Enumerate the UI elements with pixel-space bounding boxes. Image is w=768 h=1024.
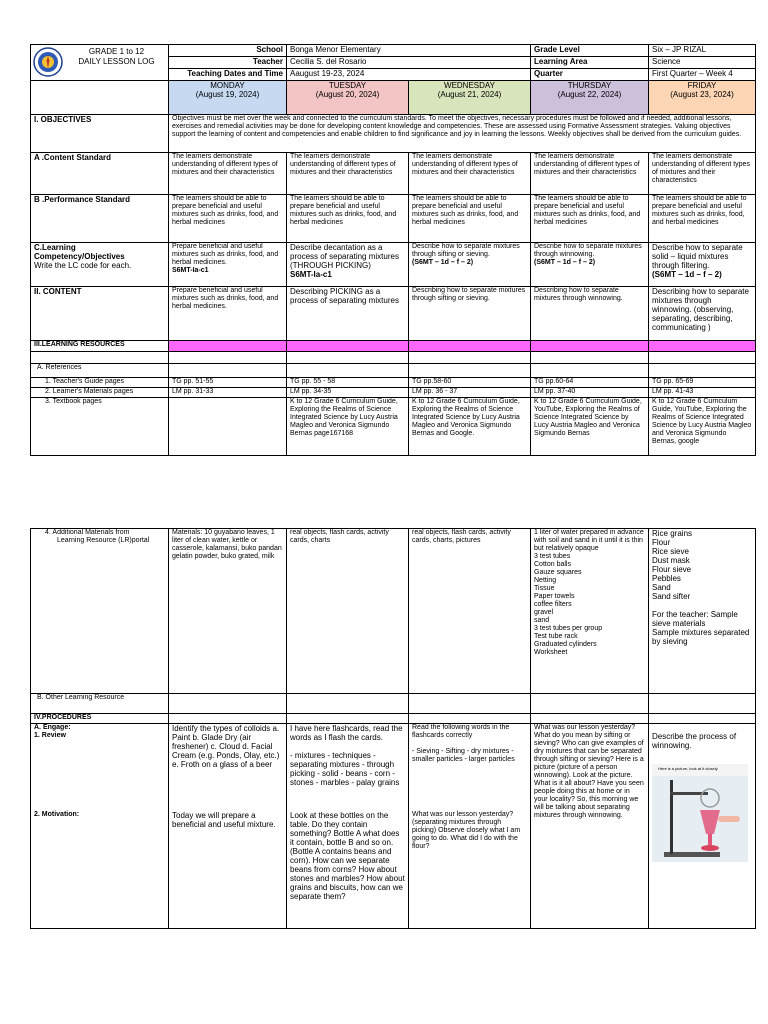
references-label: A. References [31,364,169,378]
grade-line: GRADE 1 to 12 [88,47,145,56]
textbook-fri: K to 12 Grade 6 Curriculum Guide, YouTube, Exploring the Realms of Science Integrated Science by Lucy Austria Magleo and Veronica Sigmundo Bernas, google [649,398,756,456]
resources-label: III.LEARNING RESOURCES [31,341,169,352]
empty-resource-row [31,352,169,364]
content-standard-fri: The learners demonstrate understanding of different types of mixtures and their characteristics [649,153,756,195]
procedure-wed: Read the following words in the flashcards correctly - Sieving - Sifting - dry mixtures - smaller particles - larger particles What was our lesson yesterday? (separating mixtures through picking) Observe closely what I am going to do. What did I do with the flour? [409,724,531,929]
competency-label: C.Learning Competency/Objectives Write the LC code for each. [31,243,169,287]
lm-label: 2. Learner's Materials pages [31,388,169,398]
performance-standard-label: B .Performance Standard [31,195,169,243]
procedure-thu: What was our lesson yesterday? What do you mean by sifting or sieving? Who can give examples of dry mixtures that can be separated through sifting or sieving? Here is a picture (picture of a person winnowing). Look at the picture. What is it all about? Have you seen people doing this at home or in your locality? So, this morning we will be talking about separating mixtures through winnowing. [531,724,649,929]
performance-standard-mon: The learners should be able to prepare beneficial and useful mixtures such as drinks, food, and herbal medicines [169,195,287,243]
school-label: School [169,45,287,57]
motivation-label: 2. Motivation: [34,811,80,818]
lesson-log-page1 [30,44,756,456]
grade-level-label: Grade Level [531,45,649,57]
content-standard-label: A .Content Standard [31,153,169,195]
lm-wed: LM pp. 36 - 37 [409,388,531,398]
day-header-tuesday: TUESDAY (August 20, 2024) [287,81,409,115]
lm-fri: LM pp. 41-43 [649,388,756,398]
content-wed: Describing how to separate mixtures through sifting or sieving. [409,287,531,341]
content-standard-tue: The learners demonstrate understanding of different types of mixtures and their characteristics [287,153,409,195]
lm-mon: LM pp. 31-33 [169,388,287,398]
quarter-label: Quarter [531,69,649,81]
lm-thu: LM pp. 37-40 [531,388,649,398]
header-title-block [31,45,169,81]
review-label: 1. Review [34,732,66,739]
resources-band-tue [287,341,409,352]
engage-label-cell [31,724,169,929]
winnowing-picture [652,764,748,862]
competency-thu: Describe how to separate mixtures through winnowing. (S6MT – 1d – f – 2) [531,243,649,287]
additional-thu: 1 liter of water prepared in advance with soil and sand in it until it is thin but relatively opaque 3 test tubes Cotton balls Gauze squares Netting Tissue Paper towels coffee filters gravel sand 3 test tubes per group Test tube rack Graduated cylinders Worksheet [531,529,649,694]
deped-seal-logo [33,47,63,77]
performance-standard-wed: The learners should be able to prepare beneficial and useful mixtures such as drinks, food, and herbal medicines [409,195,531,243]
textbook-thu: K to 12 Grade 6 Curriculum Guide, YouTube, Exploring the Realms of Science Integrated Science by Lucy Austria Magleo and Veronica Sigmundo Bernas [531,398,649,456]
resources-band-mon [169,341,287,352]
day-header-wednesday: WEDNESDAY (August 21, 2024) [409,81,531,115]
grade-level-value: Six – JP RIZAL [649,45,756,57]
competency-fri: Describe how to separate solid – liquid mixtures through filtering. (S6MT – 1d – f – 2) [649,243,756,287]
tg-thu: TG pp.60-64 [531,378,649,388]
learning-area-label: Learning Area [531,57,649,69]
tg-mon: TG pp. 51-55 [169,378,287,388]
textbook-wed: K to 12 Grade 6 Curriculum Guide, Exploring the Realms of Science Integrated Science by Lucy Austria Magleo and Veronica Sigmundo Bernas and Google. [409,398,531,456]
day-header-thursday: THURSDAY (August 22, 2024) [531,81,649,115]
procedure-mon: Identify the types of colloids a. Paint b. Glade Dry (air freshener) c. Cloud d. Facial Cream (e.g. Ponds, Olay, etc.) e. Froth on a glass of a beer Today we will prepare a beneficial and useful mixture. [169,724,287,929]
picture-caption: Here is a picture, look at it closely. [658,766,719,771]
additional-wed: real objects, flash cards, activity cards, charts, pictures [409,529,531,694]
resources-band-fri [649,341,756,352]
school-value: Bonga Menor Elementary [287,45,531,57]
content-mon: Prepare beneficial and useful mixtures such as drinks, food, and herbal medicines. [169,287,287,341]
lesson-log-page2 [30,528,756,929]
objectives-label: I. OBJECTIVES [31,115,169,153]
day-header-friday: FRIDAY (August 23, 2024) [649,81,756,115]
additional-fri: Rice grains Flour Rice sieve Dust mask Flour sieve Pebbles Sand Sand sifter For the teacher: Sample sieve materials Sample mixtures separated by sieving [649,529,756,694]
content-label: II. CONTENT [31,287,169,341]
lab-stand-picture [652,776,748,862]
performance-standard-fri: The learners should be able to prepare beneficial and useful mixtures such as drinks, food, and herbal medicines [649,195,756,243]
day-header-monday: MONDAY (August 19, 2024) [169,81,287,115]
content-standard-thu: The learners demonstrate understanding of different types of mixtures and their characteristics [531,153,649,195]
performance-standard-thu: The learners should be able to prepare beneficial and useful mixtures such as drinks, food, and herbal medicines [531,195,649,243]
resources-band-thu [531,341,649,352]
textbook-tue: K to 12 Grade 6 Curriculum Guide, Exploring the Realms of Science Integrated Science by Lucy Austria Magleo and Veronica Sigmundo Bernas page167168 [287,398,409,456]
content-fri: Describing how to separate mixtures through winnowing. (observing, separating, describing, communicating ) [649,287,756,341]
other-resource-label: B. Other Learning Resource [31,694,169,714]
objectives-text: Objectives must be met over the week and connected to the curriculum standards. To meet the objectives, necessary procedures must be followed and if needed, additional lessons, exercises and remedial activities may be done for developing content knowledge and competencies. These are assessed using Formative Assessment strategies. Valuing objectives support the learning of content and competencies and enable children to find significance and joy in learning the lessons. Weekly objectives shall be derived from the curriculum guides. [169,115,756,153]
content-thu: Describing how to separate mixtures through winnowing. [531,287,649,341]
additional-tue: real objects, flash cards, activity cards, charts [287,529,409,694]
textbook-mon [169,398,287,456]
engage-label: A. Engage: [34,724,71,731]
procedure-fri: Describe the process of winnowing. Here is a picture, look at it closely. [649,724,756,929]
teacher-value: Cecilia S. del Rosario [287,57,531,69]
performance-standard-tue: The learners should be able to prepare beneficial and useful mixtures such as drinks, food, and herbal medicines [287,195,409,243]
tg-fri: TG pp. 65-69 [649,378,756,388]
content-standard-mon: The learners demonstrate understanding of different types of mixtures and their characteristics [169,153,287,195]
teacher-label: Teacher [169,57,287,69]
procedure-tue: I have here flashcards, read the words as I flash the cards. - mixtures - techniques - separating mixtures - through picking - solid - beans - corn - stones - marbles - palay grains Look at these bottles on the table. Do they contain something? Bottle A what does it contain, bottle B and so on. (Bottle A contains beans and corn). How can we separate beans from corns? How about stones and marbles? How about grains and biscuits, how can we separate them? [287,724,409,929]
textbook-label: 3. Textbook pages [31,398,169,456]
resources-band-wed [409,341,531,352]
competency-wed: Describe how to separate mixtures through sifting or sieving. (S6MT – 1d – f – 2) [409,243,531,287]
blank-corner-cell [31,81,169,115]
competency-tue: Describe decantation as a process of separating mixtures (THROUGH PICKING) S6MT-Ia-c1 [287,243,409,287]
additional-materials-label: 4. Additional Materials from Learning Resource (LR)portal [31,529,169,694]
dates-value: Aaugust 19-23, 2024 [287,69,531,81]
content-standard-wed: The learners demonstrate understanding of different types of mixtures and their characteristics [409,153,531,195]
content-tue: Describing PICKING as a process of separating mixtures [287,287,409,341]
additional-mon: Materials: 10 guyabano leaves, 1 liter of clean water, kettle or casserole, kalamansi, buko pandan gelatin powder, buko grated, milk [169,529,287,694]
procedures-label: IV.PROCEDURES [31,714,169,724]
dates-label: Teaching Dates and Time [169,69,287,81]
competency-mon: Prepare beneficial and useful mixtures such as drinks, food, and herbal medicines. S6MT-Ia-c1 [169,243,287,287]
lm-tue: LM pp. 34-35 [287,388,409,398]
log-title: DAILY LESSON LOG [78,57,155,66]
tg-tue: TG pp. 55 - 58 [287,378,409,388]
tg-label: 1. Teacher's Guide pages [31,378,169,388]
learning-area-value: Science [649,57,756,69]
tg-wed: TG pp.58-60 [409,378,531,388]
quarter-value: First Quarter – Week 4 [649,69,756,81]
